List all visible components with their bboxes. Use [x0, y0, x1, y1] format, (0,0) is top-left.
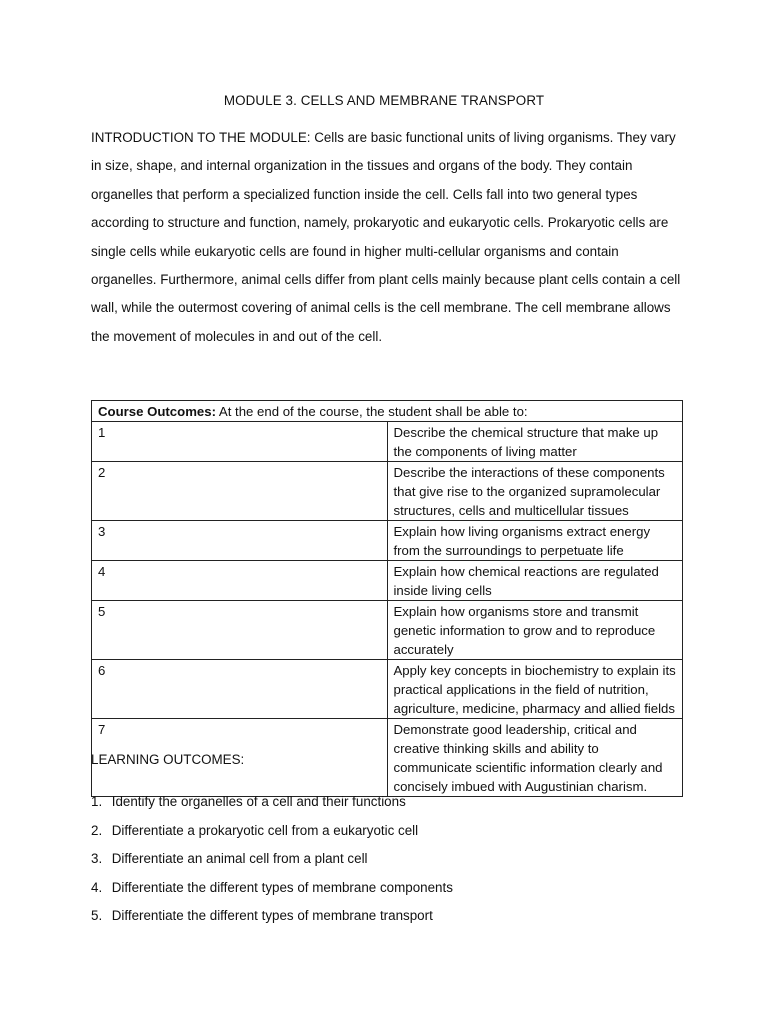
- outcome-text: Describe the chemical structure that make up the components of living matter: [387, 422, 683, 462]
- list-item-text: Differentiate the different types of membrane transport: [111, 908, 433, 923]
- outcome-number: 1: [92, 422, 388, 462]
- outcome-number: 6: [92, 660, 388, 719]
- module-title: MODULE 3. CELLS AND MEMBRANE TRANSPORT: [223, 93, 545, 108]
- list-item: [91, 849, 453, 878]
- outcome-number: 4: [92, 561, 388, 601]
- table-row: [92, 521, 683, 561]
- list-item: [91, 792, 453, 821]
- outcome-text: Apply key concepts in biochemistry to explain its practical applications in the field of nutrition, agriculture, medicine, pharmacy and allied fields: [387, 660, 683, 719]
- course-outcomes-header-row: [92, 401, 683, 422]
- table-row: [92, 462, 683, 521]
- outcome-number: 7: [92, 719, 388, 797]
- outcome-text: Describe the interactions of these components that give rise to the organized supramolecular structures, cells and multicellular tissues: [387, 462, 683, 521]
- outcome-text: Explain how chemical reactions are regulated inside living cells: [387, 561, 683, 601]
- list-item: [91, 878, 453, 907]
- course-outcomes-header-bold: Course Outcomes:: [98, 404, 216, 419]
- outcome-number: 2: [92, 462, 388, 521]
- list-item: [91, 821, 453, 850]
- learning-outcomes-heading: LEARNING OUTCOMES:: [91, 752, 245, 767]
- course-outcomes-table: [91, 400, 683, 797]
- learning-outcomes-list: [91, 792, 453, 935]
- list-item-number: 4.: [91, 879, 103, 895]
- outcome-text: Explain how organisms store and transmit genetic information to grow and to reproduce accurately: [387, 601, 683, 660]
- list-item-text: Identify the organelles of a cell and their functions: [111, 794, 406, 809]
- list-item: [91, 906, 453, 935]
- course-outcomes-header: [92, 401, 683, 422]
- list-item-text: Differentiate a prokaryotic cell from a eukaryotic cell: [111, 822, 419, 838]
- list-item-text: Differentiate an animal cell from a plant cell: [111, 851, 368, 866]
- table-row: [92, 660, 683, 719]
- course-outcomes-header-text: At the end of the course, the student shall be able to:: [215, 404, 528, 419]
- outcome-number: 3: [92, 521, 388, 561]
- table-row: [92, 601, 683, 660]
- table-row: [92, 422, 683, 462]
- intro-paragraph: INTRODUCTION TO THE MODULE: Cells are basic functional units of living organisms. They vary in size, shape, and internal organization in the tissues and organs of the body. They contain organelles that perform a specialized function inside the cell. Cells fall into two general types according to structure and function, namely, prokaryotic and eukaryotic cells. Prokaryotic cells are single cells while eukaryotic cells are found in higher multi-cellular organisms and contain organelles. Furthermore, animal cells differ from plant cells mainly because plant cells contain a cell wall, while the outermost covering of animal cells is the cell membrane. The cell membrane allows the movement of molecules in and out of the cell.: [91, 130, 681, 344]
- outcome-text: Demonstrate good leadership, critical and creative thinking skills and ability to communicate scientific information clearly and concisely imbued with Augustinian charism.: [387, 719, 683, 797]
- outcome-number: 5: [92, 601, 388, 660]
- list-item-number: 5.: [91, 908, 103, 923]
- list-item-number: 2.: [91, 822, 103, 838]
- list-item-number: 1.: [91, 794, 103, 809]
- table-row: [92, 561, 683, 601]
- list-item-number: 3.: [91, 851, 103, 866]
- list-item-text: Differentiate the different types of membrane components: [111, 879, 453, 895]
- outcome-text: Explain how living organisms extract energy from the surroundings to perpetuate life: [387, 521, 683, 561]
